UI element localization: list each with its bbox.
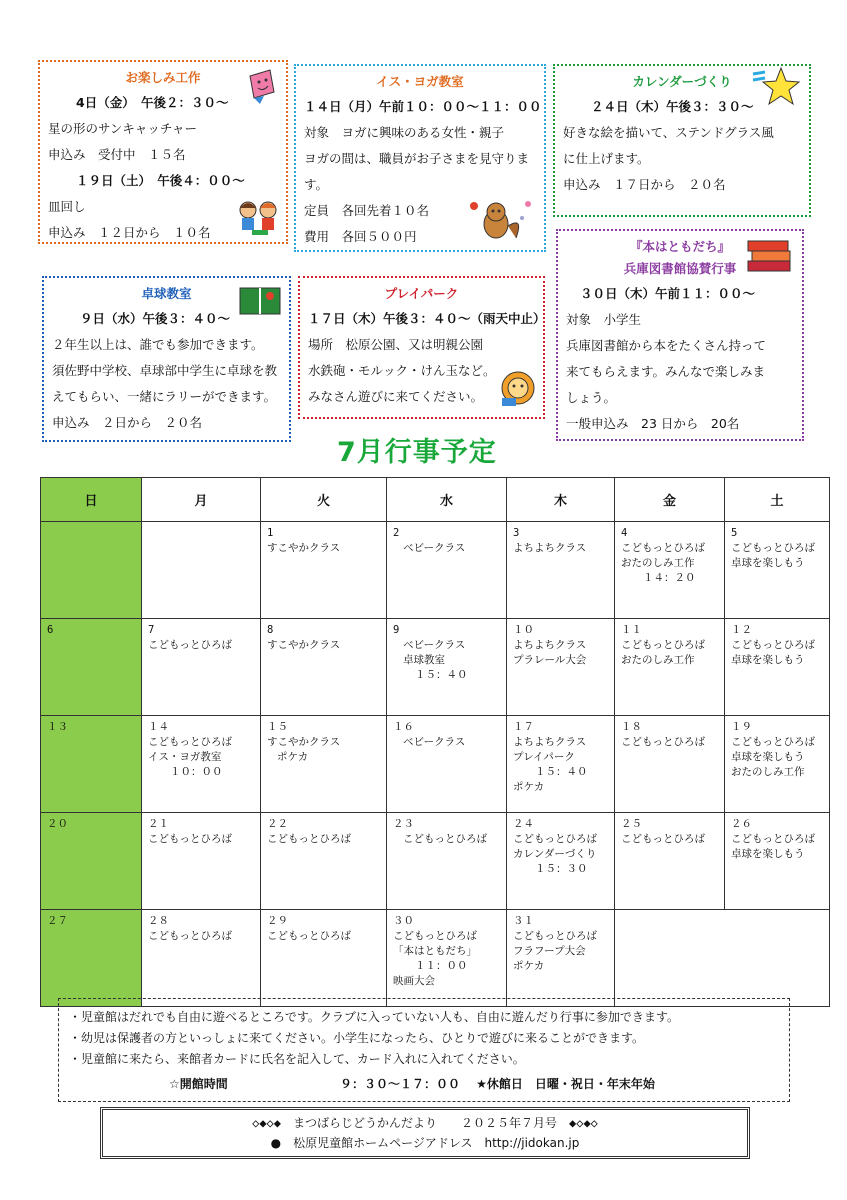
calendar-day-cell	[261, 813, 387, 910]
calendar-event: 卓球教室	[403, 654, 445, 666]
calendar-day-cell	[507, 522, 615, 619]
event-subtitle: 兵庫図書館協賛行事	[623, 261, 737, 276]
calendar-event: １０：００	[170, 766, 223, 778]
calendar-event: こどもっとひろば	[621, 542, 705, 554]
calendar-day-cell	[41, 716, 142, 813]
calendar-day-cell	[615, 619, 725, 716]
calendar-event: １５：４０	[535, 766, 588, 778]
day-number: ２０	[47, 818, 68, 830]
calendar-event: １４：２０	[643, 572, 696, 584]
event-line: 一般申込み 23 日から 20名	[566, 416, 740, 431]
star-icon	[751, 66, 801, 108]
event-line: 水鉄砲・モルック・けん玉など。	[308, 363, 496, 378]
calendar-event: １５：４０	[415, 669, 468, 681]
calendar-day-cell	[41, 910, 142, 1007]
calendar-day-cell	[41, 813, 142, 910]
event-line: 対象 ヨガに興味のある女性・親子	[304, 125, 505, 140]
event-date: ３０日（木）午前１１：００～	[580, 286, 756, 301]
calendar-day-cell	[261, 619, 387, 716]
event-box-playpark	[298, 276, 545, 419]
calendar-event: こどもっとひろば	[621, 736, 705, 748]
calendar-day-cell	[387, 910, 507, 1007]
calendar-day-cell	[387, 619, 507, 716]
calendar-day-cell	[507, 813, 615, 910]
note-line: ・児童館はだれでも自由に遊べるところです。クラブに入っていない人も、自由に遊んだり行事に参加できます。	[69, 1010, 679, 1024]
day-number: １７	[513, 721, 534, 733]
calendar-event: 卓球を楽しもう	[731, 848, 805, 860]
day-number: 6	[47, 624, 54, 636]
day-number: １０	[513, 624, 534, 636]
calendar-event: こどもっとひろば	[731, 542, 815, 554]
day-number: ２８	[148, 915, 169, 927]
event-line: 皿回し	[48, 199, 86, 214]
event-line: に仕上げます。	[563, 151, 650, 166]
event-line: 兵庫図書館から本をたくさん持って	[566, 338, 767, 353]
squirrel-icon	[466, 196, 536, 246]
day-number: ２３	[393, 818, 414, 830]
day-number: １９	[731, 721, 752, 733]
calendar-event: こどもっとひろば	[148, 639, 232, 651]
calendar-day-cell	[41, 522, 142, 619]
weekday-header-sun: 日	[41, 478, 142, 522]
kite-icon	[244, 68, 280, 106]
calendar-event: 「本はともだち」	[393, 945, 477, 957]
event-date: ９日（水）午後３：４０～	[80, 311, 231, 326]
hours-value: ９：３０～１７：００	[339, 1077, 460, 1091]
calendar-header-row	[41, 478, 830, 522]
calendar-event: フラフープ大会	[513, 945, 586, 957]
hours-label: ☆開館時間	[169, 1077, 228, 1091]
weekday-header-mon: 月	[142, 478, 261, 522]
calendar-day-cell	[261, 910, 387, 1007]
day-number: 5	[731, 527, 738, 539]
event-line: しょう。	[566, 390, 617, 405]
calendar-event: ベビークラス	[403, 639, 466, 651]
day-number: 9	[393, 624, 400, 636]
event-line: みなさん遊びに来てください。	[308, 389, 484, 404]
calendar-event: プレイパーク	[513, 751, 575, 763]
event-line: ２年生以上は、誰でも参加できます。	[52, 337, 264, 352]
calendar-event: すこやかクラス	[267, 542, 341, 554]
calendar-day-cell	[725, 813, 830, 910]
calendar-event: こどもっとひろば	[621, 833, 705, 845]
event-date: １４日（月）午前１０：００～１１：００	[304, 99, 542, 114]
event-line: 申込み １７日から ２０名	[563, 177, 726, 192]
calendar-event: カレンダーづくり	[513, 848, 597, 860]
calendar-event: こどもっとひろば	[731, 833, 815, 845]
day-number: １６	[393, 721, 414, 733]
calendar-day-cell	[142, 619, 261, 716]
event-date: １９日（土） 午後４：００～	[76, 173, 245, 188]
day-number: 1	[267, 527, 274, 539]
weekday-header-sat: 土	[725, 478, 830, 522]
event-box-pingpong	[42, 276, 291, 442]
event-title: 『本はともだち』	[629, 239, 730, 254]
calendar-event: ベビークラス	[403, 542, 466, 554]
note-line: ・幼児は保護者の方といっしょに来てください。小学生になったら、ひとりで遊びに来ることができます。	[69, 1031, 645, 1045]
event-line: す。	[304, 177, 329, 192]
day-number: 3	[513, 527, 520, 539]
event-box-yoga	[294, 64, 546, 252]
opening-hours	[69, 1074, 779, 1095]
event-box-craft	[38, 60, 288, 244]
day-number: 2	[393, 527, 400, 539]
calendar-event: こどもっとひろば	[267, 833, 351, 845]
event-line: 申込み １２日から １０名	[48, 225, 211, 240]
day-number: ２６	[731, 818, 752, 830]
calendar-day-cell	[261, 716, 387, 813]
event-line: えてもらい、一緒にラリーができます。	[52, 389, 277, 404]
calendar-day-cell	[387, 522, 507, 619]
event-calendar	[40, 477, 830, 1007]
calendar-event: ポケカ	[277, 751, 309, 763]
event-date: １７日（木）午後３：４０～（雨天中止）	[308, 311, 546, 326]
event-date: 4日（金） 午後２：３０～	[76, 95, 229, 110]
calendar-event: こどもっとひろば	[393, 930, 477, 942]
event-box-books	[556, 229, 804, 441]
calendar-event: プラレール大会	[513, 654, 587, 666]
newsletter-title: ◇◆◇◆ まつばらじどうかんだより ２０２５年７月号 ◆◇◆◇	[252, 1116, 598, 1130]
event-line: 好きな絵を描いて、ステンドグラス風	[563, 125, 774, 140]
calendar-day-cell	[142, 813, 261, 910]
ping-pong-icon	[236, 280, 284, 320]
closed-days: ★休館日 日曜・祝日・年末年始	[476, 1077, 655, 1091]
calendar-event: ポケカ	[513, 781, 545, 793]
weekday-header-tue: 火	[261, 478, 387, 522]
calendar-event: １１：００	[415, 960, 468, 972]
calendar-day-cell	[725, 619, 830, 716]
event-line: 対象 小学生	[566, 312, 642, 327]
calendar-event: すこやかクラス	[267, 736, 341, 748]
event-title: カレンダーづくり	[632, 74, 732, 89]
calendar-event: こどもっとひろば	[513, 833, 597, 845]
calendar-empty-cell	[615, 910, 830, 1007]
calendar-event: こどもっとひろば	[513, 930, 597, 942]
calendar-event: 映画大会	[393, 975, 435, 987]
lion-icon	[496, 368, 540, 412]
day-number: 8	[267, 624, 274, 636]
page-title: 7月行事予定	[337, 437, 497, 468]
event-line: ヨガの間は、職員がお子さまを見守りま	[304, 151, 530, 166]
weekday-header-fri: 金	[615, 478, 725, 522]
calendar-event: よちよちクラス	[513, 736, 587, 748]
calendar-event: こどもっとひろば	[731, 639, 815, 651]
calendar-event: よちよちクラス	[513, 639, 587, 651]
children-icon	[234, 198, 284, 238]
notes-box	[58, 998, 790, 1102]
calendar-day-cell	[615, 522, 725, 619]
calendar-week-row	[41, 619, 830, 716]
calendar-event: こどもっとひろば	[267, 930, 351, 942]
weekday-header-wed: 水	[387, 478, 507, 522]
event-line: 申込み ２日から ２０名	[52, 415, 203, 430]
day-number: 4	[621, 527, 628, 539]
calendar-event: こどもっとひろば	[148, 736, 232, 748]
calendar-day-cell	[507, 716, 615, 813]
day-number: １４	[148, 721, 169, 733]
calendar-week-row	[41, 910, 830, 1007]
calendar-event: こどもっとひろば	[621, 639, 705, 651]
calendar-event: ポケカ	[513, 960, 545, 972]
calendar-event: こどもっとひろば	[731, 736, 815, 748]
calendar-event: 卓球を楽しもう	[731, 751, 805, 763]
day-number: 7	[148, 624, 155, 636]
calendar-day-cell	[387, 716, 507, 813]
day-number: ２９	[267, 915, 288, 927]
event-line: 費用 各回５００円	[304, 229, 417, 244]
event-title: イス・ヨガ教室	[376, 74, 464, 89]
calendar-day-cell	[507, 910, 615, 1007]
event-title: プレイパーク	[384, 286, 459, 301]
calendar-day-cell	[725, 716, 830, 813]
event-title: お楽しみ工作	[125, 70, 201, 85]
calendar-event: すこやかクラス	[267, 639, 341, 651]
note-line: ・児童館に来たら、来館者カードに氏名を記入して、カード入れに入れてください。	[69, 1052, 525, 1066]
calendar-week-row	[41, 522, 830, 619]
calendar-day-cell	[387, 813, 507, 910]
calendar-day-cell	[507, 619, 615, 716]
day-number: ２２	[267, 818, 288, 830]
calendar-event: こどもっとひろば	[148, 833, 232, 845]
calendar-day-cell	[261, 522, 387, 619]
calendar-day-cell	[615, 716, 725, 813]
books-icon	[744, 235, 796, 277]
calendar-day-cell	[142, 716, 261, 813]
calendar-week-row	[41, 716, 830, 813]
calendar-event: おたのしみ工作	[621, 654, 695, 666]
day-number: ２１	[148, 818, 169, 830]
calendar-event: イス・ヨガ教室	[148, 751, 222, 763]
event-line: 申込み 受付中 １５名	[48, 147, 186, 162]
day-number: ３１	[513, 915, 534, 927]
calendar-day-cell	[142, 522, 261, 619]
event-line: 場所 松原公園、又は明親公園	[308, 337, 484, 352]
event-title: 卓球教室	[141, 286, 192, 301]
day-number: ２５	[621, 818, 642, 830]
calendar-event: １５：３０	[535, 863, 588, 875]
day-number: ２７	[47, 915, 68, 927]
calendar-day-cell	[615, 813, 725, 910]
calendar-day-cell	[41, 619, 142, 716]
day-number: ３０	[393, 915, 414, 927]
calendar-event: こどもっとひろば	[403, 833, 487, 845]
calendar-event: ベビークラス	[403, 736, 466, 748]
calendar-event: おたのしみ工作	[621, 557, 695, 569]
day-number: ２４	[513, 818, 534, 830]
calendar-event: こどもっとひろば	[148, 930, 232, 942]
day-number: １２	[731, 624, 752, 636]
event-line: 来てもらえます。みんなで楽しみま	[566, 364, 766, 379]
homepage-address: ● 松原児童館ホームページアドレス http://jidokan.jp	[270, 1136, 580, 1150]
event-date: ２４日（木）午後３：３０～	[591, 99, 754, 114]
event-line: 定員 各回先着１０名	[304, 203, 430, 218]
calendar-day-cell	[142, 910, 261, 1007]
day-number: １３	[47, 721, 68, 733]
event-line: 須佐野中学校、卓球部中学生に卓球を教	[52, 363, 278, 378]
day-number: １１	[621, 624, 642, 636]
event-line: 星の形のサンキャッチャー	[48, 121, 198, 136]
footer-box	[100, 1107, 750, 1159]
day-number: １８	[621, 721, 642, 733]
weekday-header-thu: 木	[507, 478, 615, 522]
day-number: １５	[267, 721, 288, 733]
calendar-week-row	[41, 813, 830, 910]
calendar-event: 卓球を楽しもう	[731, 557, 805, 569]
calendar-event: おたのしみ工作	[731, 766, 805, 778]
event-box-calendar	[553, 64, 811, 217]
calendar-event: よちよちクラス	[513, 542, 587, 554]
calendar-event: 卓球を楽しもう	[731, 654, 805, 666]
calendar-day-cell	[725, 522, 830, 619]
